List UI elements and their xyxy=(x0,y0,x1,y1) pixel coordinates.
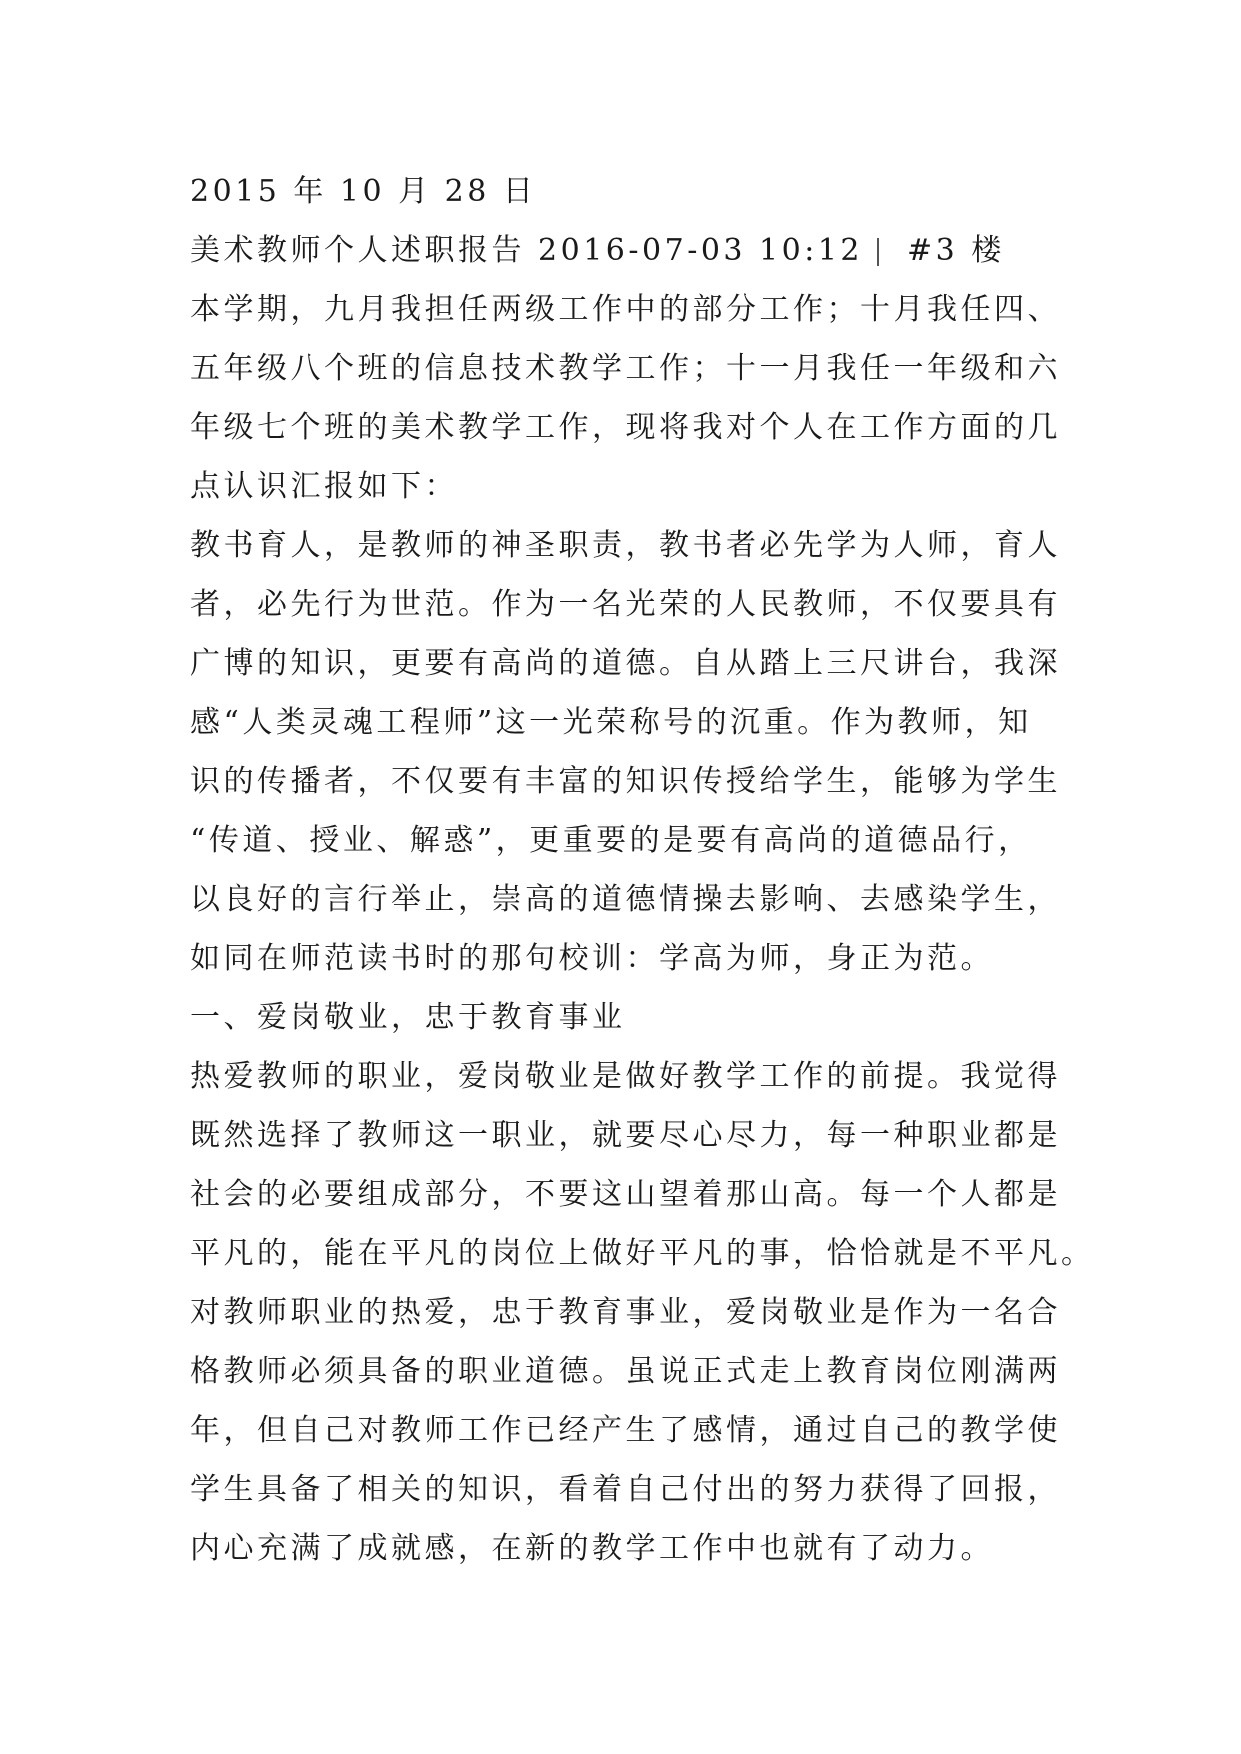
text-line: 点认识汇报如下： xyxy=(190,469,458,504)
text-line: 识的传播者，不仅要有丰富的知识传授给学生，能够为学生 xyxy=(190,764,1061,799)
text-line: 教书育人，是教师的神圣职责，教书者必先学为人师，育人 xyxy=(190,528,1061,563)
text-line: 以良好的言行举止，崇高的道德情操去影响、去感染学生， xyxy=(190,882,1061,917)
text-line: 学生具备了相关的知识，看着自己付出的努力获得了回报， xyxy=(190,1472,1061,1507)
document-page xyxy=(190,162,1095,1578)
post-floor: #3 楼 xyxy=(907,233,1005,268)
text-line: “传道、授业、解惑”，更重要的是要有高尚的道德品行， xyxy=(190,823,1032,858)
section-paragraph xyxy=(190,1047,1095,1578)
text-line: 平凡的，能在平凡的岗位上做好平凡的事，恰恰就是不平凡。 xyxy=(190,1236,1095,1271)
text-line: 广博的知识，更要有高尚的道德。自从踏上三尺讲台，我深 xyxy=(190,646,1061,681)
text-line: 五年级八个班的信息技术教学工作；十一月我任一年级和六 xyxy=(190,351,1061,386)
date-line: 2015 年 10 月 28 日 xyxy=(190,174,537,209)
text-line: 如同在师范读书时的那句校训：学高为师，身正为范。 xyxy=(190,941,994,976)
text-line: 社会的必要组成部分，不要这山望着那山高。每一个人都是 xyxy=(190,1177,1061,1212)
text-line: 既然选择了教师这一职业，就要尽心尽力，每一种职业都是 xyxy=(190,1118,1061,1153)
text-line: 感“人类灵魂工程师”这一光荣称号的沉重。作为教师，知 xyxy=(190,705,1032,740)
text-line: 热爱教师的职业，爱岗敬业是做好教学工作的前提。我觉得 xyxy=(190,1059,1061,1094)
text-line: 格教师必须具备的职业道德。虽说正式走上教育岗位刚满两 xyxy=(190,1354,1061,1389)
section-heading: 一、爱岗敬业，忠于教育事业 xyxy=(190,1000,626,1035)
text-line: 年级七个班的美术教学工作，现将我对个人在工作方面的几 xyxy=(190,410,1061,445)
text-line: 本学期，九月我担任两级工作中的部分工作；十月我任四、 xyxy=(190,292,1061,327)
intro-paragraph xyxy=(190,280,1070,516)
text-line: 内心充满了成就感，在新的教学工作中也就有了动力。 xyxy=(190,1531,994,1566)
separator-bar xyxy=(877,238,879,266)
post-title: 美术教师个人述职报告 2016-07-03 10:12 xyxy=(190,233,863,268)
body-paragraph xyxy=(190,516,1070,988)
post-header xyxy=(190,221,1070,280)
text-line: 年，但自己对教师工作已经产生了感情，通过自己的教学使 xyxy=(190,1413,1061,1448)
text-line: 者，必先行为世范。作为一名光荣的人民教师，不仅要具有 xyxy=(190,587,1061,622)
text-line: 对教师职业的热爱，忠于教育事业，爱岗敬业是作为一名合 xyxy=(190,1295,1061,1330)
